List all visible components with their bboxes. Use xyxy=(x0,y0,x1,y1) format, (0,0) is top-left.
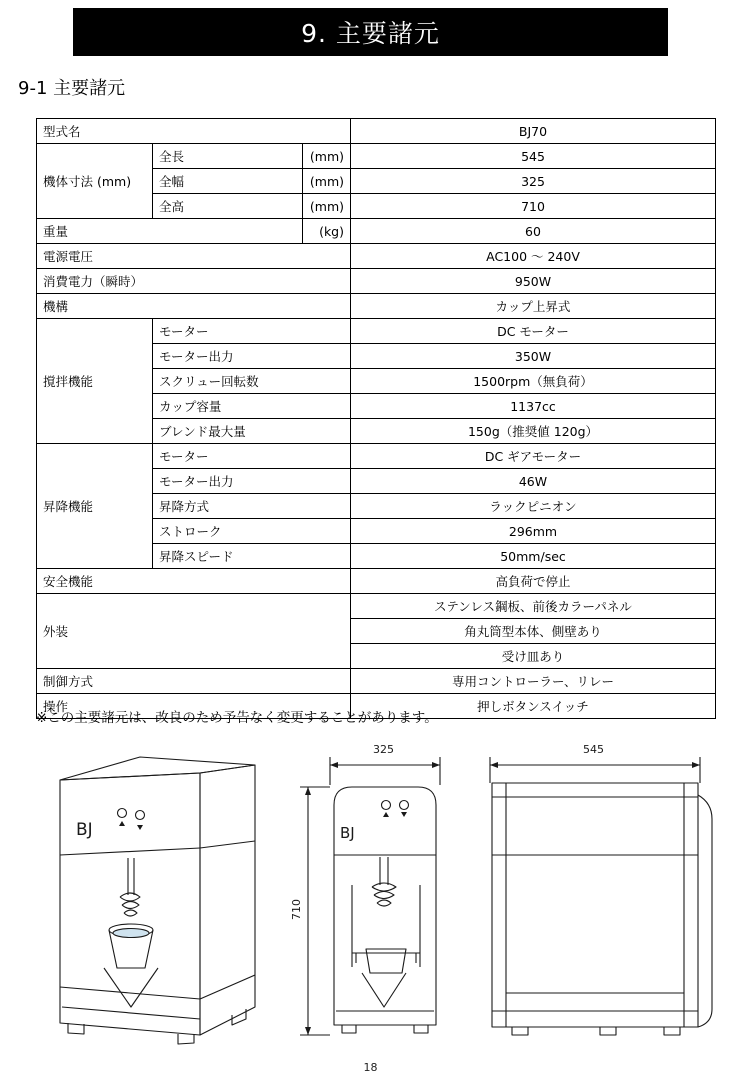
row-label: 重量 xyxy=(37,219,303,244)
row-unit: (mm) xyxy=(303,144,351,169)
perspective-view xyxy=(60,757,255,1044)
row-unit: (kg) xyxy=(303,219,351,244)
row-label: 消費電力（瞬時） xyxy=(37,269,351,294)
row-label: 型式名 xyxy=(37,119,351,144)
row-sublabel: モーター xyxy=(153,319,351,344)
row-value: 545 xyxy=(351,144,716,169)
specification-table xyxy=(36,118,716,719)
side-view xyxy=(490,743,712,1035)
table-row xyxy=(37,594,716,619)
row-label: 電源電圧 xyxy=(37,244,351,269)
row-value: 710 xyxy=(351,194,716,219)
row-sublabel: スクリュー回転数 xyxy=(153,369,351,394)
table-row xyxy=(37,244,716,269)
row-value: 950W xyxy=(351,269,716,294)
row-value: 受け皿あり xyxy=(351,644,716,669)
dim-width-label: 325 xyxy=(373,743,394,756)
disclaimer-note: ※この主要諸元は、改良のため予告なく変更することがあります。 xyxy=(36,710,438,726)
row-value: 高負荷で停止 xyxy=(351,569,716,594)
row-value: DC モーター xyxy=(351,319,716,344)
row-label: 機構 xyxy=(37,294,351,319)
dim-depth-label: 545 xyxy=(583,743,604,756)
section-title: 9-1 主要諸元 xyxy=(18,78,126,99)
row-value: カップ上昇式 xyxy=(351,294,716,319)
row-value: 専用コントローラー、リレー xyxy=(351,669,716,694)
row-sublabel: ブレンド最大量 xyxy=(153,419,351,444)
row-label: 昇降機能 xyxy=(37,444,153,569)
row-value: 押しボタンスイッチ xyxy=(351,694,716,719)
row-unit: (mm) xyxy=(303,194,351,219)
row-sublabel: 昇降方式 xyxy=(153,494,351,519)
row-value: 50mm/sec xyxy=(351,544,716,569)
row-value: 1500rpm（無負荷） xyxy=(351,369,716,394)
row-value: 150g（推奨値 120g） xyxy=(351,419,716,444)
row-value: 296mm xyxy=(351,519,716,544)
row-value: BJ70 xyxy=(351,119,716,144)
row-label: 安全機能 xyxy=(37,569,351,594)
product-drawings xyxy=(0,735,741,1045)
table-row xyxy=(37,119,716,144)
row-sublabel: モーター出力 xyxy=(153,469,351,494)
row-value: ラックピニオン xyxy=(351,494,716,519)
row-sublabel: ストローク xyxy=(153,519,351,544)
row-sublabel: モーター xyxy=(153,444,351,469)
row-value: 60 xyxy=(351,219,716,244)
row-value: 1137cc xyxy=(351,394,716,419)
row-sublabel: 昇降スピード xyxy=(153,544,351,569)
row-value: ステンレス鋼板、前後カラーパネル xyxy=(351,594,716,619)
row-sublabel: 全幅 xyxy=(153,169,303,194)
row-label: 外装 xyxy=(37,594,351,669)
row-label: 操作 xyxy=(37,694,351,719)
row-unit: (mm) xyxy=(303,169,351,194)
table-row xyxy=(37,444,716,469)
row-value: 350W xyxy=(351,344,716,369)
table-row xyxy=(37,569,716,594)
table-row xyxy=(37,319,716,344)
row-sublabel: モーター出力 xyxy=(153,344,351,369)
row-sublabel: カップ容量 xyxy=(153,394,351,419)
row-value: 46W xyxy=(351,469,716,494)
table-row xyxy=(37,219,716,244)
drawings-svg xyxy=(0,735,741,1045)
row-value: AC100 〜 240V xyxy=(351,244,716,269)
banner-title: 9. 主要諸元 xyxy=(301,19,440,48)
row-value: 角丸筒型本体、側壁あり xyxy=(351,619,716,644)
row-sublabel: 全高 xyxy=(153,194,303,219)
page-number: 18 xyxy=(363,1061,378,1074)
row-value: 325 xyxy=(351,169,716,194)
dim-height-label: 710 xyxy=(290,899,303,920)
row-label: 制御方式 xyxy=(37,669,351,694)
row-label: 撹拌機能 xyxy=(37,319,153,444)
front-view xyxy=(290,743,440,1035)
table-row xyxy=(37,269,716,294)
row-value: DC ギアモーター xyxy=(351,444,716,469)
table-row xyxy=(37,669,716,694)
brand-label-front: BJ xyxy=(340,824,355,842)
table-row xyxy=(37,144,716,169)
brand-label: BJ xyxy=(76,820,93,840)
table-row xyxy=(37,294,716,319)
row-sublabel: 全長 xyxy=(153,144,303,169)
row-label: 機体寸法 (mm) xyxy=(37,144,153,219)
page-banner xyxy=(73,8,668,56)
